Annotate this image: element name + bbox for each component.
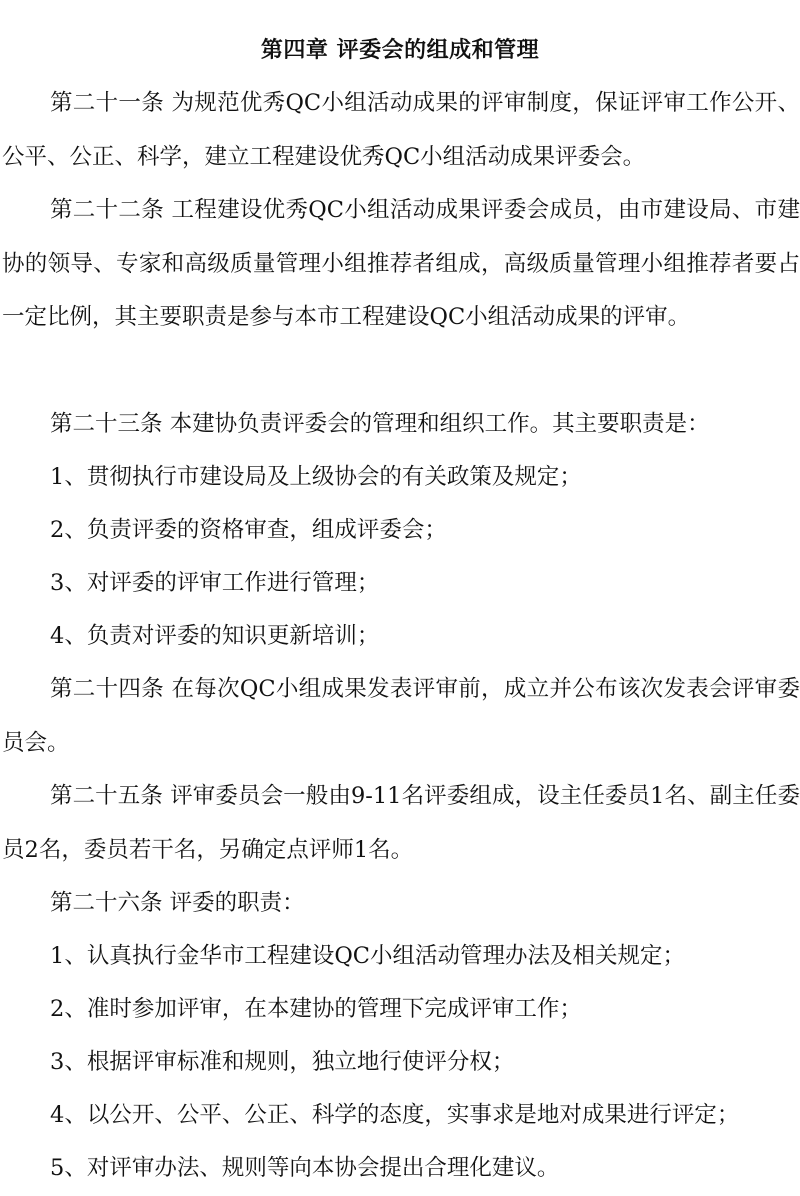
article-22: 第二十二条 工程建设优秀QC小组活动成果评委会成员，由市建设局、市建协的领导、专家和高级质量管理小组推荐者组成，高级质量管理小组推荐者要占一定比例，其主要职责是参与本市工程建设QC小组活动成果的评审。 — [2, 197, 800, 330]
article-24: 第二十四条 在每次QC小组成果发表评审前，成立并公布该次发表会评审委员会。 — [2, 676, 800, 756]
article-21: 第二十一条 为规范优秀QC小组活动成果的评审制度，保证评审工作公开、公平、公正、科学，建立工程建设优秀QC小组活动成果评委会。 — [2, 90, 800, 170]
article-26-item: 1、认真执行金华市工程建设QC小组活动管理办法及相关规定； — [50, 943, 685, 969]
article-23-item: 2、负责评委的资格审查，组成评委会； — [50, 517, 447, 543]
article-26-item: 5、对评审办法、规则等向本协会提出合理化建议。 — [50, 1155, 560, 1181]
article-23: 第二十三条 本建协负责评委会的管理和组织工作。其主要职责是： — [50, 411, 710, 437]
article-26-item: 4、以公开、公平、公正、科学的态度，实事求是地对成果进行评定； — [50, 1102, 740, 1128]
article-26-item: 2、准时参加评审，在本建协的管理下完成评审工作； — [50, 996, 582, 1022]
article-25: 第二十五条 评审委员会一般由9-11名评委组成，设主任委员1名、副主任委员2名，委员若干名，另确定点评师1名。 — [2, 783, 800, 863]
article-23-item: 3、对评委的评审工作进行管理； — [50, 570, 380, 596]
article-23-item: 4、负责对评委的知识更新培训； — [50, 623, 380, 649]
article-26-item: 3、根据评审标准和规则，独立地行使评分权； — [50, 1049, 515, 1075]
chapter-title: 第四章 评委会的组成和管理 — [260, 37, 540, 63]
article-26: 第二十六条 评委的职责： — [50, 890, 305, 916]
article-23-item: 1、贯彻执行市建设局及上级协会的有关政策及规定； — [50, 464, 582, 490]
